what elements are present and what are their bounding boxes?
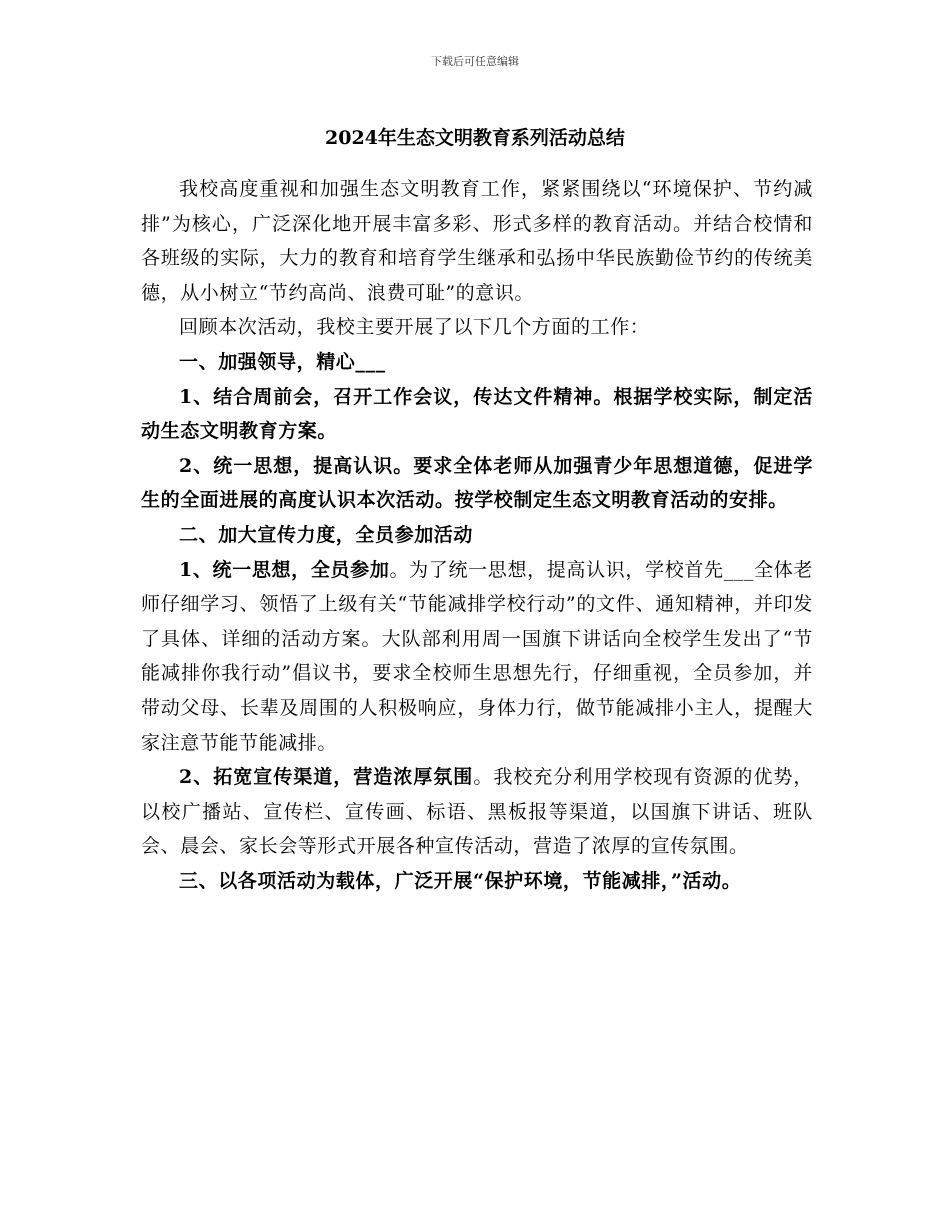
section-2-item-2-text: 。我校充分利用学校现有资源的优势，以校广播站、宣传栏、宣传画、标语、黑板报等渠道，以国旗下讲话、班队会、晨会、家长会等形式开展各种宣传活动，营造了浓厚的宣传氛围。 bbox=[141, 766, 813, 858]
section-heading-1: 一、加强领导，精心___ bbox=[179, 350, 386, 373]
document-title: 2024年生态文明教育系列活动总结 bbox=[325, 127, 625, 149]
section-2-item-2 bbox=[141, 760, 813, 864]
section-2-item-1 bbox=[141, 553, 813, 761]
section-1-item-1: 1、结合周前会，召开工作会议，传达文件精神。根据学校实际，制定活动生态文明教育方案。 bbox=[141, 385, 813, 443]
section-heading-2: 二、加大宣传力度，全员参加活动 bbox=[179, 523, 474, 546]
section-2-item-1-text: 。为了统一思想，提高认识，学校首先___全体老师仔细学习、领悟了上级有关“节能减排学校行动”的文件、通知精神，并印发了具体、详细的活动方案。大队部利用周一国旗下讲话向全校学生发出了“节能减排你我行动”倡议书，要求全校师生思想先行，仔细重视，全员参加，并带动父母、长辈及周围的人积极响应，身体力行，做节能减排小主人，提醒大家注意节能节能减排。 bbox=[141, 558, 813, 754]
section-1-item-2: 2、统一思想，提高认识。要求全体老师从加强青少年思想道德，促进学生的全面进展的高度认识本次活动。按学校制定生态文明教育活动的安排。 bbox=[141, 454, 813, 512]
section-heading-3: 三、以各项活动为载体，广泛开展“保护环境，节能减排，”活动。 bbox=[179, 869, 742, 892]
intro-paragraph: 我校高度重视和加强生态文明教育工作，紧紧围绕以“环境保护、节约减排”为核心，广泛深化地开展丰富多彩、形式多样的教育活动。并结合校情和各班级的实际，大力的教育和培育学生继承和弘扬中华民族勤俭节约的传统美德，从小树立“节约高尚、浪费可耻”的意识。 bbox=[141, 178, 813, 304]
document-body bbox=[141, 172, 813, 898]
download-note: 下载后可任意编辑 bbox=[431, 55, 519, 68]
review-paragraph: 回顾本次活动，我校主要开展了以下几个方面的工作： bbox=[179, 316, 650, 339]
section-2-item-1-lead: 1、统一思想，全员参加 bbox=[179, 558, 390, 581]
section-2-item-2-lead: 2、拓宽宣传渠道，营造浓厚氛围 bbox=[179, 766, 474, 789]
